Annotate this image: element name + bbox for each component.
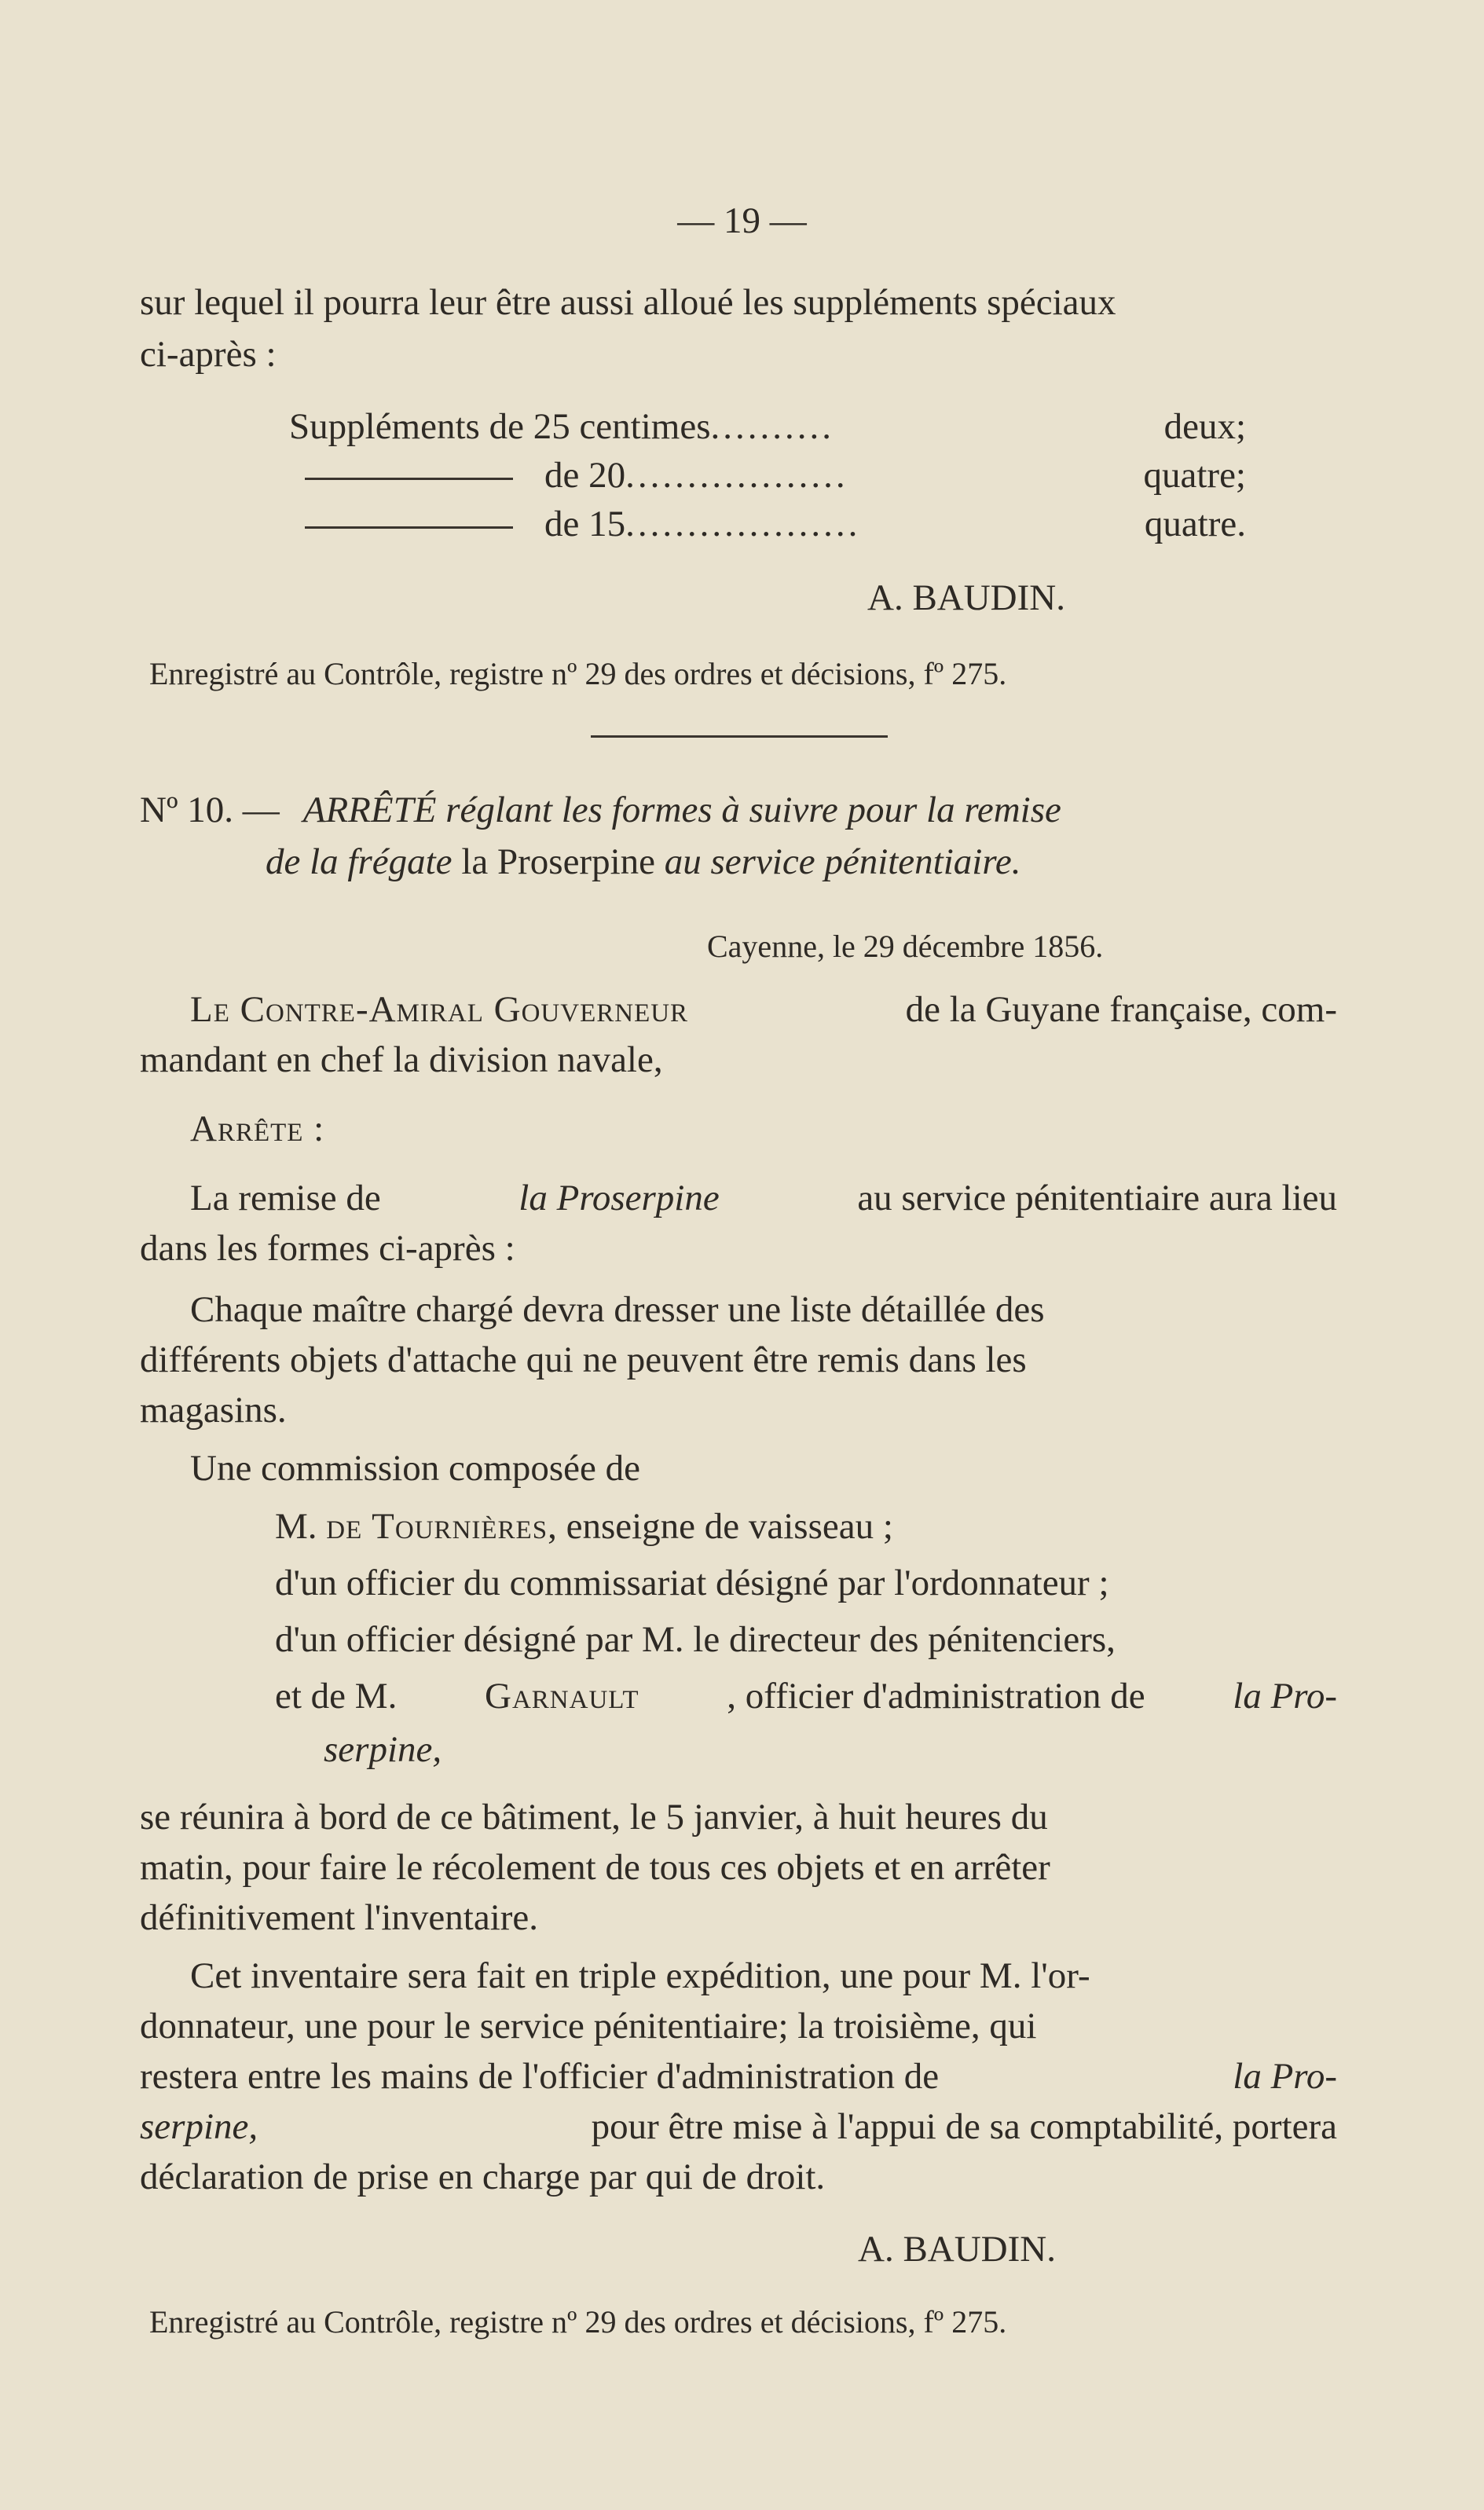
p2-line3: magasins. bbox=[140, 1390, 287, 1431]
p2-line1: Chaque maître chargé devra dresser une liste détaillée des bbox=[190, 1289, 1045, 1330]
arrete-title-line2: de la frégate la Proserpine au service pénitentiaire. bbox=[266, 841, 1021, 882]
para1-line2: ci-après : bbox=[140, 334, 277, 375]
supplement-row-1: Suppléments de 25 centimes.......... deux; bbox=[289, 406, 1246, 447]
ditto-dash bbox=[305, 478, 513, 480]
registration-1: Enregistré au Contrôle, registre nº 29 des ordres et décisions, fº 275. bbox=[149, 656, 1007, 691]
p4-line2: matin, pour faire le récolement de tous ces objets et en arrêter bbox=[140, 1847, 1050, 1888]
p4-line1: se réunira à bord de ce bâtiment, le 5 janvier, à huit heures du bbox=[140, 1797, 1048, 1838]
p5-line2: donnateur, une pour le service pénitentiaire; la troisième, qui bbox=[140, 2006, 1037, 2046]
registration-2: Enregistré au Contrôle, registre nº 29 des ordres et décisions, fº 275. bbox=[149, 2304, 1007, 2340]
para1-line1: sur lequel il pourra leur être aussi alloué les suppléments spéciaux bbox=[140, 282, 1116, 323]
signature-1: A. BAUDIN. bbox=[867, 577, 1065, 618]
p5-line1: Cet inventaire sera fait en triple expédition, une pour M. l'or- bbox=[190, 1955, 1090, 1996]
section-divider bbox=[591, 735, 888, 738]
p5-line5: déclaration de prise en charge par qui de droit. bbox=[140, 2156, 826, 2197]
p3-line1: Une commission composée de bbox=[190, 1448, 641, 1489]
p1-line1: La remise de la Proserpine au service pénitentiaire aura lieu bbox=[190, 1178, 1337, 1218]
p1-line2: dans les formes ci-après : bbox=[140, 1228, 515, 1269]
intro-line2: mandant en chef la division navale, bbox=[140, 1039, 663, 1080]
arrete-title-line1: Nº 10. — ARRÊTÉ réglant les formes à suivre pour la remise bbox=[140, 790, 1061, 830]
member-4-cont: serpine, bbox=[324, 1729, 442, 1770]
ditto-dash bbox=[305, 526, 513, 529]
dateline: Cayenne, le 29 décembre 1856. bbox=[707, 929, 1104, 964]
supplement-row-2: de 20.................. quatre; bbox=[305, 457, 1246, 494]
p2-line2: différents objets d'attache qui ne peuvent être remis dans les bbox=[140, 1339, 1027, 1380]
signature-2: A. BAUDIN. bbox=[858, 2229, 1056, 2270]
page-number: — 19 — bbox=[677, 200, 807, 241]
member-3: d'un officier désigné par M. le directeur des pénitenciers, bbox=[275, 1619, 1116, 1660]
member-2: d'un officier du commissariat désigné par l'ordonnateur ; bbox=[275, 1563, 1109, 1603]
member-1: M. de Tournières, enseigne de vaisseau ; bbox=[275, 1506, 893, 1547]
arrete-label: Arrête : bbox=[190, 1108, 325, 1149]
p4-line3: définitivement l'inventaire. bbox=[140, 1897, 539, 1938]
supplement-row-3: de 15................... quatre. bbox=[305, 506, 1246, 543]
p5-line3: restera entre les mains de l'officier d'administration de la Pro- bbox=[140, 2056, 1337, 2097]
intro-line1: Le Contre-Amiral Gouverneur de la Guyane française, com- bbox=[190, 989, 1337, 1030]
member-4: et de M. Garnault , officier d'administration de la Pro- bbox=[275, 1676, 1337, 1717]
p5-line4: serpine, pour être mise à l'appui de sa comptabilité, portera bbox=[140, 2106, 1337, 2147]
